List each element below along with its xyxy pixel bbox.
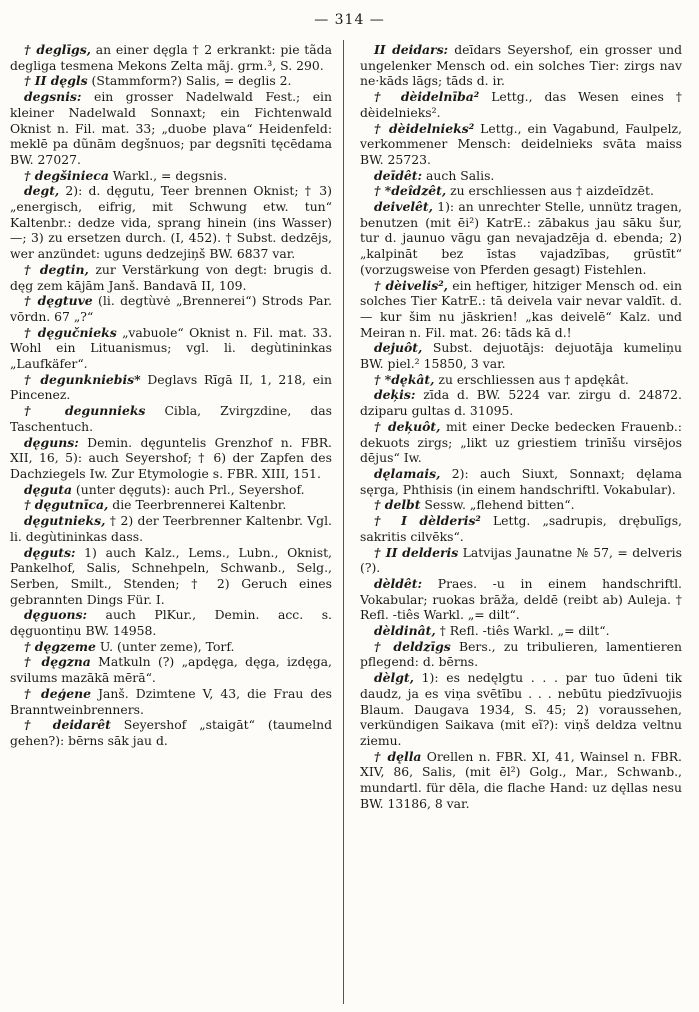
entry-headword: † degunnieks	[24, 403, 146, 419]
entry-definition: Seyershof „staigāt“ (taumelnd gehen?): bērns sāk jau d.	[10, 717, 332, 748]
entry-headword: † I dèlderis²	[374, 513, 481, 529]
entry-definition: 2): d. dęgutu, Teer brennen Oknist; † 3) „energisch, eifrig, mit Schwung etw. tun“ Kaltenbr.: dedze vida, sprang hinein (ins Wasser) —; 3) zu ersetzen durch. (I, 452). † Subst. dedzējs, wer anzündet: uguns dedzejiņš BW. 6837 var.	[10, 183, 332, 262]
entry-definition: ein grosser Nadelwald Fest.; ein kleiner Nadelwald Sonnaxt; ein Fichtenwald Oknist n. Fil. mat. 33; „duobe plava“ Heidenfeld: meklē pa dũnām degšnuos; par degsnīti tęcēdama BW. 27027.	[10, 89, 332, 167]
dictionary-entry	[360, 545, 682, 576]
dictionary-entry	[10, 545, 332, 608]
dictionary-entry	[360, 183, 682, 199]
entry-definition: † 2) der Teerbrenner Kaltenbr. Vgl. li. degùtininkas dass.	[10, 513, 332, 544]
entry-definition: Warkl., = degsnis.	[108, 167, 228, 183]
entry-headword: † dęgutnīca,	[24, 497, 109, 513]
entry-headword: † dęlla	[374, 748, 422, 764]
entry-definition: an einer dęgla † 2 erkrankt: pie tãda degliga tesmena Mekons Zelta mãj. grm.³, S. 290.	[10, 42, 332, 73]
entry-headword: † dęgzna	[24, 654, 91, 670]
entry-definition: 1): an unrechter Stelle, unnütz tragen, benutzen (mit ēi²) KatrE.: zābakus jau sāku šur, tur d. jaunuo vāgu gan nevajadzēja d. ebenda; 2) „kalpināt bez īstas vajadzības, grūstīt“ (vorzugsweise von Pferden gesagt) Fistehlen.	[360, 199, 682, 277]
dictionary-entry	[10, 654, 332, 685]
dictionary-entry	[360, 749, 682, 812]
entry-headword: † deķuôt,	[374, 418, 441, 434]
entry-headword: dęguons:	[24, 607, 88, 623]
dictionary-entry	[10, 89, 332, 168]
entry-headword: † *deîdzêt,	[374, 183, 447, 199]
dictionary-entry	[10, 607, 332, 638]
entry-headword: † dęgučnieks	[24, 324, 117, 340]
dictionary-entry	[360, 340, 682, 371]
entry-definition: zu erschliessen aus † aizdeīdzēt.	[446, 183, 654, 199]
entry-definition: die Teerbrennerei Kaltenbr.	[108, 497, 287, 513]
dictionary-entry	[360, 623, 682, 639]
dictionary-entry	[10, 168, 332, 184]
entry-definition: Lettg. „sadrupis, drębulīgs, sakritis cilvēks“.	[360, 513, 682, 544]
entry-definition: mit einer Decke bedecken Frauenb.: dekuots zirgs; „likt uz griestiem trinīšu virsējos dējus“ Iw.	[360, 418, 682, 466]
entry-definition: 1): es nedęlgtu . . . par tuo ūdeni tik daudz, ja es viņa svētību . . . nebūtu piedzīvuojis Blaum. Daugava 1934, S. 45; 2) voraussehen, verkündigen Saikava (mit eĩ?): viņš deldza veltnu ziemu.	[360, 670, 682, 748]
entry-headword: † dęgzeme	[24, 638, 96, 654]
dictionary-entry	[10, 325, 332, 372]
entry-definition: zu erschliessen aus † apdękât.	[434, 371, 629, 387]
entry-definition: 2): auch Siuxt, Sonnaxt; dęlama sęrga, Phthisis (in einem handschriftl. Vokabular).	[360, 465, 682, 497]
entry-headword: † degunkniebis*	[24, 371, 141, 387]
entry-definition: Orellen n. FBR. XI, 41, Wainsel n. FBR. XIV, 86, Salis, (mit ēl²) Golg., Mar., Schwanb., mundartl. für dēla, die flache Hand: uz dęllas nesu BW. 13186, 8 var.	[360, 748, 682, 811]
entry-definition: Demin. dęguntelis Grenzhof n. FBR. XII, 16, 5): auch Seyershof; † 6) der Zapfen des Dachziegels Iw. Zur Etymologie s. FBR. XIII, 151.	[10, 434, 332, 481]
right-column	[360, 42, 682, 1002]
dictionary-entry	[10, 73, 332, 89]
entry-definition: Lettg., ein Vagabund, Faulpelz, verkommener Mensch: deidelnieks svāta maiss BW. 25723.	[360, 120, 682, 167]
dictionary-entry	[360, 42, 682, 89]
entry-headword: dęlamais,	[374, 465, 441, 481]
dictionary-entry	[360, 639, 682, 670]
entry-headword: dęgutnieks,	[24, 513, 106, 529]
dictionary-entry	[10, 513, 332, 544]
entry-headword: † deldzīgs	[374, 638, 451, 654]
dictionary-entry	[360, 89, 682, 120]
entry-headword: degsnis:	[24, 89, 82, 105]
entry-definition: Sessw. „flehend bitten“.	[420, 497, 575, 513]
entry-headword: † deidarêt	[24, 717, 111, 733]
entry-definition: zur Verstärkung von degt: brugis d. dęg zem kājām Janš. Bandavā II, 109.	[10, 261, 332, 293]
entry-headword: deīdêt:	[374, 167, 423, 183]
entry-headword: † II delderis	[374, 544, 459, 560]
entry-definition: Cibla, Zvirgzdine, das Taschentuch.	[10, 403, 332, 434]
entry-headword: † deģene	[24, 685, 92, 701]
entry-definition: Janš. Dzimtene V, 43, die Frau des Branntweinbrenners.	[10, 685, 332, 717]
entry-headword: dęguts:	[24, 544, 76, 560]
entry-headword: † *dękât,	[374, 371, 435, 387]
entry-headword: dejuôt,	[374, 340, 423, 356]
dictionary-entry	[360, 466, 682, 497]
entry-definition: Subst. dejuotājs: dejuotāja kumeliņu BW. piel.² 15850, 3 var.	[360, 340, 682, 372]
dictionary-entry	[360, 199, 682, 278]
dictionary-entry	[360, 497, 682, 513]
entry-headword: dèldinât,	[374, 623, 436, 639]
entry-headword: † dèidelnieks²	[374, 120, 475, 136]
dictionary-entry	[10, 497, 332, 513]
entry-headword: degt,	[24, 183, 60, 199]
entry-headword: † deglīgs,	[24, 42, 91, 57]
dictionary-entry	[360, 576, 682, 623]
entry-headword: † dèidelnība²	[374, 89, 480, 105]
entry-definition: Praes. -u in einem handschriftl. Vokabular; ruokas brāža, deldē (reibt ab) Auleja. † Refl. -tiês Warkl. „= dilt“.	[360, 575, 682, 623]
entry-definition: U. (unter zeme), Torf.	[95, 638, 235, 654]
column-divider	[343, 40, 344, 1004]
dictionary-entry	[360, 121, 682, 168]
entry-headword: deivelêt,	[374, 199, 433, 215]
entry-definition: (unter dęguts): auch Prl., Seyershof.	[71, 481, 305, 497]
dictionary-entry	[360, 168, 682, 184]
entry-definition: 1) auch Kalz., Lems., Lubn., Oknist, Pankelhof, Salis, Schnehpeln, Schwanb., Selg., Serben, Smilt., Stenden; † 2) Geruch eines gebrannten Dings Für. I.	[10, 544, 332, 607]
dictionary-entry	[360, 670, 682, 749]
dictionary-entry	[360, 419, 682, 466]
page-number: — 314 —	[314, 12, 385, 28]
entry-headword: † dèivelis²,	[374, 277, 448, 293]
entry-headword: dęguta	[24, 481, 72, 497]
dictionary-entry	[10, 262, 332, 293]
entry-headword: dèldêt:	[374, 575, 423, 591]
dictionary-entry	[10, 372, 332, 403]
dictionary-entry	[10, 293, 332, 324]
entry-definition: Bers., zu tribulieren, lamentieren pflegend: d. bērns.	[360, 638, 682, 670]
dictionary-entry	[10, 482, 332, 498]
entry-headword: deķis:	[374, 387, 416, 403]
entry-headword: dęguns:	[24, 434, 79, 450]
dictionary-entry	[10, 639, 332, 655]
dictionary-entry	[360, 278, 682, 341]
entry-headword: † degtin,	[24, 261, 89, 277]
dictionary-entry	[360, 513, 682, 544]
entry-definition: † Refl. -tiês Warkl. „= dilt“.	[435, 623, 610, 639]
dictionary-entry	[360, 387, 682, 418]
entry-headword: dèlgt,	[374, 670, 414, 686]
dictionary-entry	[10, 183, 332, 262]
entry-headword: † delbt	[374, 497, 421, 513]
entry-headword: † II dęgls	[24, 73, 88, 89]
entry-definition: auch Salis.	[422, 167, 495, 183]
entry-definition: Latvijas Jaunatne № 57, = delveris (?).	[360, 544, 682, 576]
entry-definition: zīda d. BW. 5224 var. zirgu d. 24872. dziparu gultas d. 31095.	[360, 387, 682, 419]
entry-definition: Lettg., das Wesen eines † dèidelnieks².	[360, 89, 682, 120]
dictionary-entry	[10, 403, 332, 434]
entry-headword: † dęgtuve	[24, 293, 93, 309]
entry-definition: „vabuole“ Oknist n. Fil. mat. 33. Wohl ein Lituanismus; vgl. li. degùtininkas „Laufkäfer“.	[10, 324, 332, 372]
dictionary-entry	[10, 435, 332, 482]
entry-headword: † degšinieca	[24, 167, 109, 183]
dictionary-entry	[10, 717, 332, 748]
left-column	[10, 42, 332, 1002]
entry-definition: (Stammform?) Salis, = deglis 2.	[87, 73, 292, 89]
entry-definition: ein heftiger, hitziger Mensch od. ein solches Tier KatrE.: tā deivela vair nevar valdīt. d. — kur šim nu jāskrien! „kas deivelē“ Kalz. und Meiran n. Fil. mat. 26: tāds kā d.!	[360, 277, 682, 340]
dictionary-entry	[10, 686, 332, 717]
dictionary-entry	[10, 42, 332, 73]
entry-definition: Deglavs Rīgā II, 1, 218, ein Pincenez.	[10, 371, 332, 403]
entry-definition: Matkuln (?) „apdęga, dęga, izdęga, svilums mazākā mērā“.	[10, 654, 332, 686]
entry-definition: auch PlKur., Demin. acc. s. dęguontiņu BW. 14958.	[10, 607, 332, 639]
dictionary-entry	[360, 372, 682, 388]
entry-headword: II deidars:	[374, 42, 449, 57]
entry-definition: deīdars Seyershof, ein grosser und ungelenker Mensch od. ein solches Tier: zirgs nav ne·kāds lāgs; tāds d. ir.	[360, 42, 682, 89]
entry-definition: (li. degtùvė „Brennerei“) Strods Par. vōrdn. 67 „?“	[10, 293, 332, 324]
